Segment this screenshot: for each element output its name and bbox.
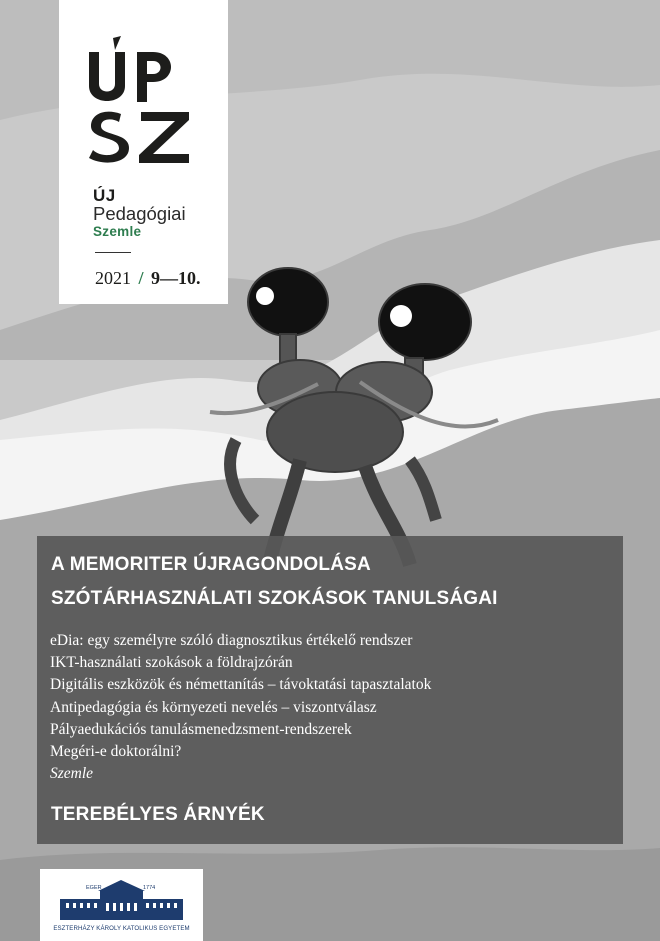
article-item: Pályaedukációs tanulásmenedzsment-rendszerek [50, 720, 352, 738]
university-name: ESZTERHÁZY KÁROLY KATOLIKUS EGYETEM [53, 925, 190, 932]
university-city: EGER [86, 885, 102, 891]
issue-year: 2021 [95, 268, 131, 288]
university-building-icon [40, 869, 203, 925]
headline-2: SZÓTÁRHASZNÁLATI SZOKÁSOK TANULSÁGAI [51, 588, 498, 609]
contents-panel [37, 536, 623, 844]
issue-numbers: 9—10. [151, 268, 201, 288]
headline-1: A MEMORITER ÚJRAGONDOLÁSA [51, 554, 371, 575]
article-item: Digitális eszközök és némettanítás – távoktatási tapasztalatok [50, 676, 432, 694]
article-list [50, 630, 431, 785]
journal-name [93, 187, 186, 238]
article-item: Megéri-e doktorálni? [50, 743, 182, 761]
article-item: Szemle [50, 765, 94, 783]
upsz-logo [85, 36, 193, 164]
journal-logo-box [59, 0, 228, 304]
university-founded: 1774 [143, 885, 156, 891]
divider [95, 252, 131, 253]
article-item: Antipedagógia és környezeti nevelés – viszontválasz [50, 698, 377, 716]
issue-number [95, 268, 201, 289]
article-item: eDia: egy személyre szóló diagnosztikus értékelő rendszer [50, 632, 413, 649]
university-logo [40, 869, 203, 941]
feature-title: TEREBÉLYES ÁRNYÉK [51, 804, 265, 825]
journal-name-uj: ÚJ [93, 186, 116, 205]
article-item: IKT-használati szokások a földrajzórán [50, 654, 293, 672]
journal-name-pedagogiai: Pedagógiai [93, 203, 186, 224]
journal-name-szemle: Szemle [93, 223, 142, 239]
issue-separator: / [138, 268, 144, 288]
